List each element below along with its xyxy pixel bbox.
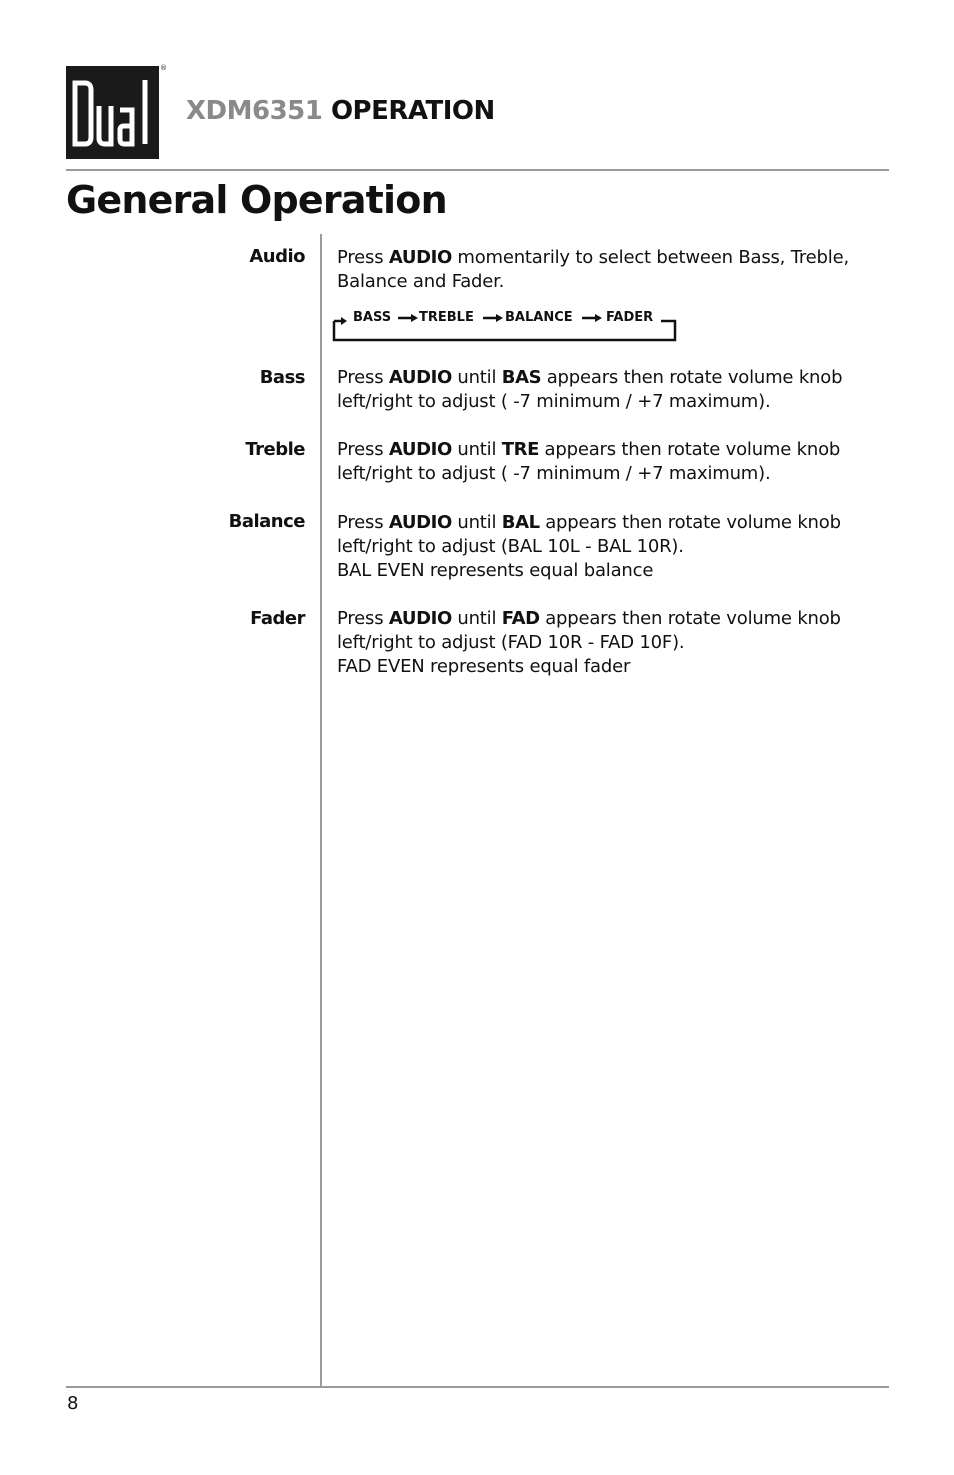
keyword: AUDIO: [388, 439, 452, 460]
text-bass: [337, 366, 877, 414]
header-divider: [66, 169, 889, 171]
audio-cycle-diagram: [332, 307, 678, 343]
text-fader: [337, 607, 877, 679]
keyword: AUDIO: [388, 608, 452, 629]
label-audio: Audio: [249, 246, 305, 267]
text-segment: Press: [337, 439, 389, 460]
text-segment: Press: [337, 247, 389, 268]
flow-item-fader: FADER: [606, 310, 654, 325]
text-segment: appears then rotate volume knob: [541, 367, 843, 388]
document-header: [186, 95, 495, 127]
text-line: left/right to adjust ( -7 minimum / +7 maximum).: [337, 463, 771, 484]
text-segment: Press: [337, 512, 389, 533]
label-balance: Balance: [228, 511, 305, 532]
registered-mark: ®: [160, 64, 167, 72]
text-segment: until: [451, 512, 502, 533]
keyword: BAL: [501, 512, 540, 533]
page-number: 8: [67, 1393, 79, 1414]
text-segment: until: [451, 367, 502, 388]
text-line: left/right to adjust ( -7 minimum / +7 maximum).: [337, 391, 771, 412]
keyword: BAS: [501, 367, 542, 388]
text-line: [337, 246, 877, 270]
text-treble: [337, 438, 877, 486]
text-line: BAL EVEN represents equal balance: [337, 560, 654, 581]
keyword: AUDIO: [388, 367, 452, 388]
text-segment: appears then rotate volume knob: [539, 512, 841, 533]
text-segment: momentarily to select between Bass, Treble,: [451, 247, 849, 268]
keyword: AUDIO: [388, 247, 452, 268]
page-title: General Operation: [66, 178, 447, 222]
text-line: [337, 607, 877, 631]
dual-logo-mark: [66, 66, 159, 159]
text-line: FAD EVEN represents equal fader: [337, 656, 631, 677]
text-line: [337, 438, 877, 462]
flow-item-treble: TREBLE: [419, 310, 474, 325]
text-segment: Press: [337, 367, 389, 388]
header-section: OPERATION: [330, 96, 495, 126]
text-segment: until: [451, 439, 502, 460]
label-bass: Bass: [259, 367, 305, 388]
text-line: left/right to adjust (FAD 10R - FAD 10F).: [337, 632, 685, 653]
keyword: FAD: [501, 608, 540, 629]
text-segment: until: [451, 608, 502, 629]
text-line: left/right to adjust (BAL 10L - BAL 10R).: [337, 536, 684, 557]
model-number: XDM6351: [186, 96, 323, 126]
label-fader: Fader: [250, 608, 305, 629]
text-audio: [337, 246, 877, 294]
dual-logo: [66, 66, 159, 159]
text-segment: appears then rotate volume knob: [539, 439, 841, 460]
flow-item-bass: BASS: [353, 310, 392, 325]
keyword: AUDIO: [388, 512, 452, 533]
label-treble: Treble: [245, 439, 305, 460]
text-line: [337, 511, 877, 535]
text-segment: appears then rotate volume knob: [539, 608, 841, 629]
text-line: Balance and Fader.: [337, 271, 505, 292]
text-balance: [337, 511, 877, 583]
column-divider: [320, 234, 322, 1386]
flow-item-balance: BALANCE: [505, 310, 573, 325]
text-line: [337, 366, 877, 390]
keyword: TRE: [501, 439, 540, 460]
footer-divider: [66, 1386, 889, 1388]
text-segment: Press: [337, 608, 389, 629]
